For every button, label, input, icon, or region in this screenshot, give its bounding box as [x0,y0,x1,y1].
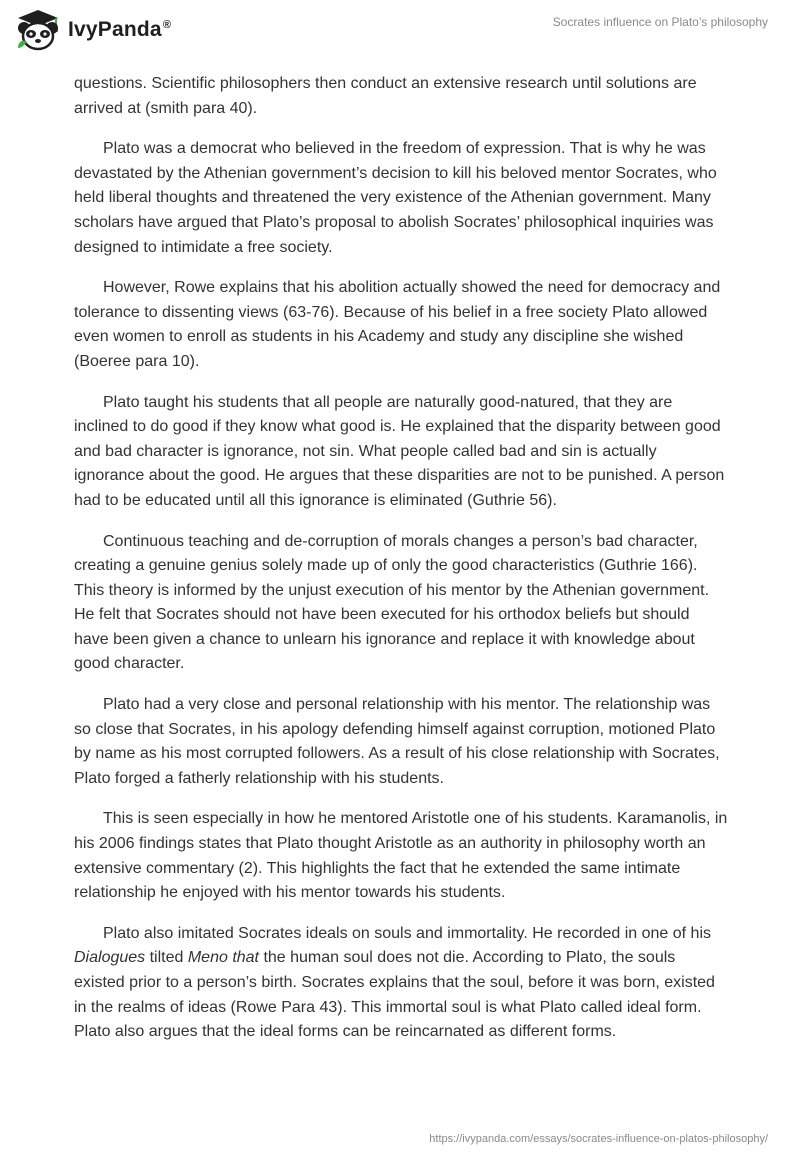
trademark-symbol: ® [162,19,172,31]
paragraph-text: Plato also imitated Socrates ideals on souls and immortality. He recorded in one of his [103,924,712,942]
essay-body [74,72,728,1061]
brand-name: IvyPanda® [68,18,172,41]
paragraph: This is seen especially in how he mentored Aristotle one of his students. Karamanolis, in his 2006 findings states that Plato thought Aristotle as an authority in philosophy worth an extensive commentary (2). This highlights the fact that he extended the same intimate relationship he enjoyed with his mentor towards his students. [74,810,728,902]
page-header [0,0,800,70]
paragraph: Plato taught his students that all people are naturally good-natured, that they are inclined to do good if they know what good is. He explained that the disparity between good and bad character is ignorance, not sin. What people called bad and sin is actually ignorance about the good. He argues that these disparities are not to be punished. A person had to be educated until all this ignorance is eliminated (Guthrie 56). [74,393,725,509]
paragraph: Plato had a very close and personal relationship with his mentor. The relationship was so close that Socrates, in his apology defending himself against corruption, motioned Plato by name as his most corrupted followers. As a result of his close relationship with Socrates, Plato forged a fatherly relationship with his students. [74,696,720,787]
paragraph-text: the human soul does not die. According to Plato, the souls existed prior to a person’s birth. Socrates explains that the soul, before it was born, existed in the realms of ideas (Rowe Para 43). This immortal soul is what Plato called ideal form. Plato also argues that the ideal forms can be reincarnated as different forms. [74,949,715,1041]
paragraph: questions. Scientific philosophers then conduct an extensive research until solutions are arrived at (smith para 40). [74,75,697,117]
panda-graduate-icon [14,8,62,52]
paragraph: Continuous teaching and de-corruption of morals changes a person’s bad character, creating a genuine genius solely made up of only the good characteristics (Guthrie 166). This theory is informed by the unjust execution of his mentor by the Athenian government. He felt that Socrates should not have been executed for his orthodox beliefs but should have been given a chance to unlearn his ignorance and replace it with knowledge about good character. [74,532,710,673]
document-title: Socrates influence on Plato’s philosophy [552,15,768,29]
paragraph: However, Rowe explains that his abolition actually showed the need for democracy and tolerance to dissenting views (63-76). Because of his belief in a free society Plato allowed even women to enroll as students in his Academy and study any discipline she wished (Boeree para 10). [74,279,721,370]
paragraph-text: tilted [145,949,188,967]
work-title-dialogues: Dialogues [74,949,146,967]
paragraph: Plato was a democrat who believed in the freedom of expression. That is why he was devastated by the Athenian government’s decision to kill his beloved mentor Socrates, who held liberal thoughts and threatened the very existence of the Athenian government. Many scholars have argued that Plato’s proposal to abolish Socrates’ philosophical inquiries was designed to intimidate a free society. [74,140,717,256]
work-title-meno: Meno that [187,949,259,967]
ivypanda-logo[interactable] [14,8,171,52]
paragraph [74,922,728,1045]
source-url[interactable]: https://ivypanda.com/essays/socrates-influence-on-platos-philosophy/ [429,1133,768,1145]
